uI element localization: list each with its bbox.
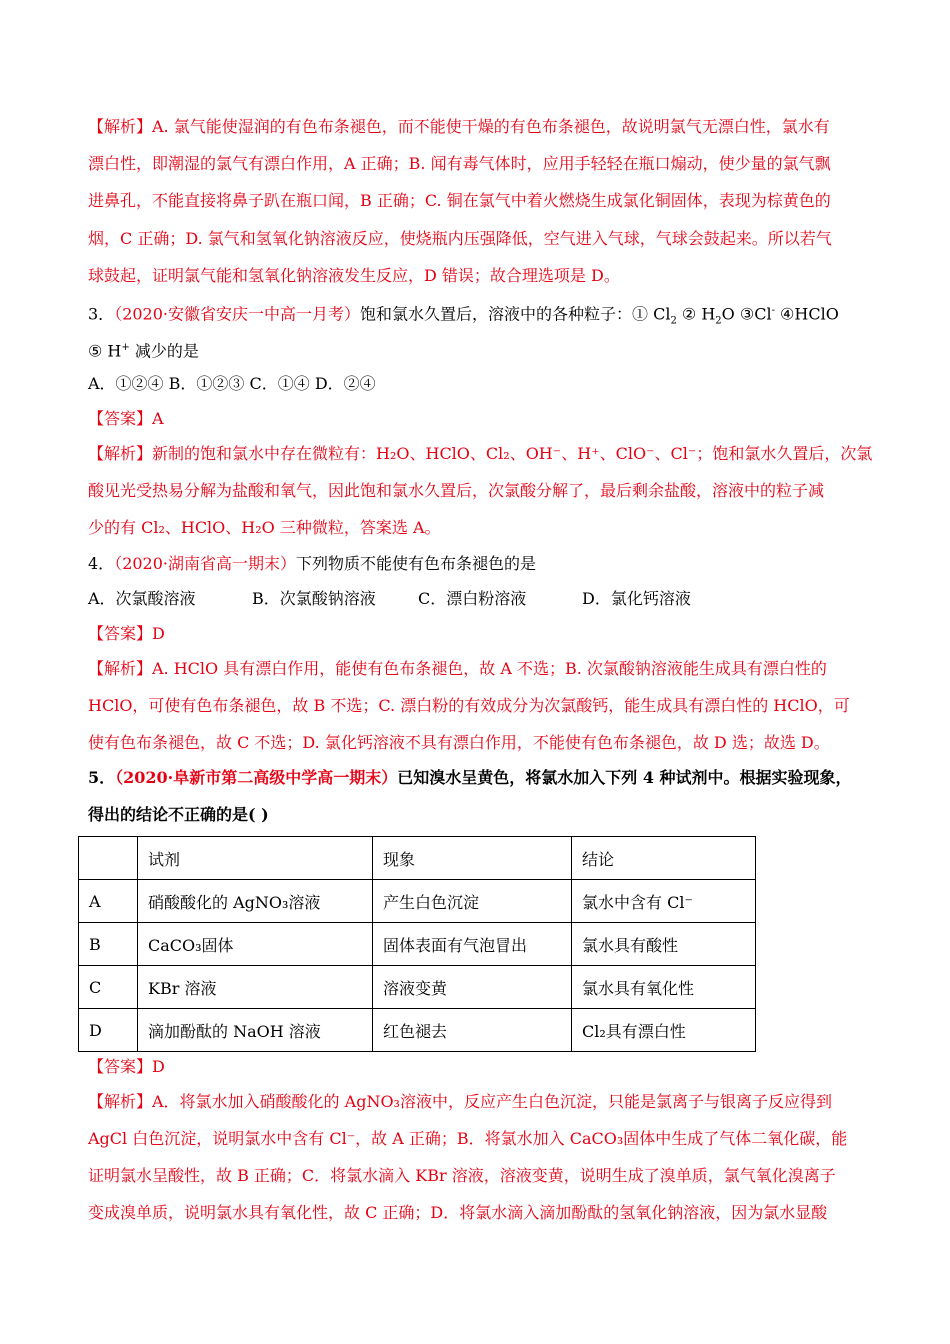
subscript: 2	[715, 315, 722, 327]
explanation-line: 使有色布条褪色，故 C 不选；D. 氯化钙溶液不具有漂白作用，不能使有色布条褪色，故 D 选；故选 D。	[88, 733, 830, 752]
explanation-line: 球鼓起，证明氯气能和氢氧化钠溶液发生反应，D 错误；故合理选项是 D。	[88, 266, 620, 285]
question-5-stem	[88, 767, 870, 789]
question-text: 饱和氯水久置后，溶液中的各种粒子：① Cl	[360, 304, 671, 324]
question-4-stem	[88, 553, 870, 575]
table-cell: D	[79, 1009, 138, 1052]
table-row	[79, 1009, 756, 1052]
explanation-line: 【解析】A. HClO 具有漂白作用，能使有色布条褪色，故 A 不选；B. 次氯酸钠溶液能生成具有漂白性的	[88, 659, 827, 678]
option-d: D．氯化钙溶液	[582, 589, 691, 608]
table-header-cell: 试剂	[138, 837, 373, 880]
table-cell: 固体表面有气泡冒出	[373, 923, 572, 966]
table-cell: 氯水中含有 Cl⁻	[572, 880, 756, 923]
option-c: C．漂白粉溶液	[418, 589, 527, 608]
question-source: （2020·安徽省安庆一中高一月考）	[114, 304, 360, 324]
table-cell: Cl₂具有漂白性	[572, 1009, 756, 1052]
question-3-answer: 【答案】A	[88, 409, 164, 428]
option-b: B．次氯酸钠溶液	[252, 589, 376, 608]
explanation-line: 证明氯水呈酸性，故 B 正确；C．将氯水滴入 KBr 溶液，溶液变黄，说明生成了溴单质，氯气氧化溴离子	[88, 1166, 836, 1185]
explanation-line: 【解析】A. 氯气能使湿润的有色布条褪色，而不能使干燥的有色布条褪色，故说明氯气无漂白性，氯水有	[88, 117, 830, 136]
subscript: 2	[670, 315, 677, 327]
explanation-line: 【解析】新制的饱和氯水中存在微粒有：H₂O、HClO、Cl₂、OH⁻、H⁺、ClO⁻、Cl⁻；饱和氯水久置后，次氯	[88, 444, 873, 463]
table-cell: A	[79, 880, 138, 923]
question-4-answer: 【答案】D	[88, 624, 165, 643]
table-cell: 氯水具有酸性	[572, 923, 756, 966]
table-cell: B	[79, 923, 138, 966]
table-header-row	[79, 837, 756, 880]
table-cell: 红色褪去	[373, 1009, 572, 1052]
question-text: 减少的是	[129, 341, 199, 361]
superscript: +	[121, 342, 130, 353]
explanation-line: 漂白性，即潮湿的氯气有漂白作用，A 正确；B. 闻有毒气体时，应用手轻轻在瓶口煽动，使少量的氯气飘	[88, 154, 831, 173]
table-header-cell: 现象	[373, 837, 572, 880]
table-cell: 硝酸酸化的 AgNO₃溶液	[138, 880, 373, 923]
option-a: A．次氯酸溶液	[88, 589, 196, 608]
table-cell: 滴加酚酞的 NaOH 溶液	[138, 1009, 373, 1052]
question-5-answer: 【答案】D	[88, 1057, 165, 1076]
table-row	[79, 923, 756, 966]
question-text: ④HClO	[774, 304, 839, 324]
explanation-line: AgCl 白色沉淀，说明氯水中含有 Cl⁻，故 A 正确；B．将氯水加入 CaCO₃固体中生成了气体二氧化碳，能	[88, 1129, 848, 1148]
table-cell: C	[79, 966, 138, 1009]
question-text: 下列物质不能使有色布条褪色的是	[296, 554, 537, 573]
table-header-cell: 结论	[572, 837, 756, 880]
question-3-stem-cont	[88, 337, 870, 362]
table-cell: 产生白色沉淀	[373, 880, 572, 923]
question-3-options: A．①②④ B．①②③ C．①④ D．②④	[88, 374, 376, 393]
question-text: ⑤ H	[88, 341, 122, 361]
question-source: （2020·阜新市第二高级中学高一期末）	[115, 768, 398, 787]
question-text: 已知溴水呈黄色，将氯水加入下列 4 种试剂中。根据实验现象，	[397, 768, 852, 787]
explanation-line: 变成溴单质，说明氯水具有氧化性，故 C 正确；D．将氯水滴入滴加酚酞的氢氧化钠溶液，因为氯水显酸	[88, 1203, 828, 1222]
table-cell: KBr 溶液	[138, 966, 373, 1009]
question-number: 3．	[88, 304, 115, 324]
explanation-line: 烟，C 正确；D. 氯气和氢氧化钠溶液反应，使烧瓶内压强降低，空气进入气球，气球会鼓起来。所以若气	[88, 229, 832, 248]
table-row	[79, 880, 756, 923]
question-number: 5．	[88, 768, 116, 787]
question-5-stem-cont: 得出的结论不正确的是( )	[88, 805, 269, 824]
table-cell: 溶液变黄	[373, 966, 572, 1009]
question-3-stem	[88, 300, 870, 333]
question-number: 4．	[88, 554, 115, 573]
table-header-cell	[79, 837, 138, 880]
table-cell: 氯水具有氧化性	[572, 966, 756, 1009]
superscript: -	[771, 305, 775, 316]
explanation-line: 少的有 Cl₂、HClO、H₂O 三种微粒，答案选 A。	[88, 518, 441, 537]
table-row	[79, 966, 756, 1009]
question-text: ② H	[676, 304, 716, 324]
question-source: （2020·湖南省高一期末）	[114, 554, 296, 573]
reagent-table	[78, 836, 756, 1052]
explanation-line: 进鼻孔，不能直接将鼻子趴在瓶口闻，B 正确；C. 铜在氯气中着火燃烧生成氯化铜固体，表现为棕黄色的	[88, 191, 831, 210]
table-cell: CaCO₃固体	[138, 923, 373, 966]
question-text: O ③Cl	[721, 304, 772, 324]
explanation-line: 【解析】A．将氯水加入硝酸酸化的 AgNO₃溶液中，反应产生白色沉淀，只能是氯离子与银离子反应得到	[88, 1092, 832, 1111]
explanation-line: 酸见光受热易分解为盐酸和氧气，因此饱和氯水久置后，次氯酸分解了，最后剩余盐酸，溶液中的粒子减	[88, 481, 825, 500]
explanation-line: HClO，可使有色布条褪色，故 B 不选；C. 漂白粉的有效成分为次氯酸钙，能生成具有漂白性的 HClO，可	[88, 696, 850, 715]
